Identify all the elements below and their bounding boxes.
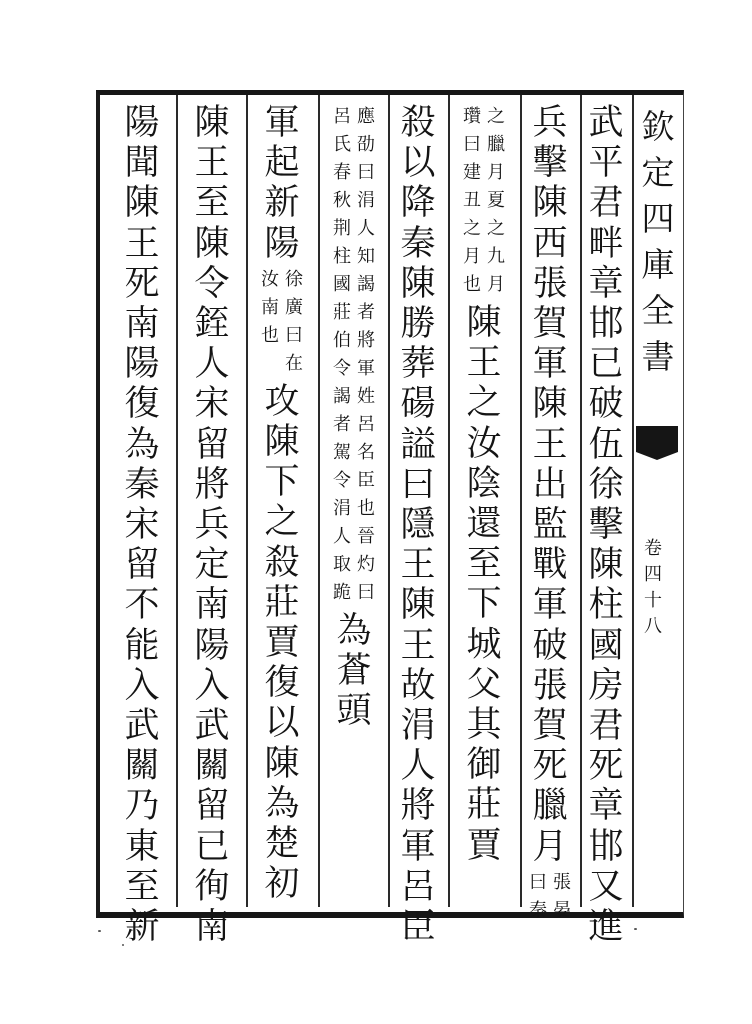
text-char: 死 <box>124 263 160 304</box>
text-char: 房 <box>588 665 624 706</box>
text-char: 國 <box>588 625 624 666</box>
text-char: 曰 <box>400 464 436 505</box>
text-char: 不 <box>124 585 160 626</box>
scan-speck <box>634 928 637 930</box>
commentary-note <box>258 266 306 378</box>
note-line: 呂 氏 春 秋 荆 柱 國 莊 伯 令 謁 者 駕 令 涓 人 取 跪 <box>333 106 351 603</box>
text-char: 為 <box>124 424 160 465</box>
text-char: 入 <box>124 665 160 706</box>
text-char: 為 <box>336 611 372 651</box>
column-rule <box>176 95 178 907</box>
text-char: 陳 <box>124 183 160 224</box>
text-column <box>260 382 304 905</box>
text-char: 陳 <box>194 103 230 143</box>
text-char: 城 <box>466 624 502 665</box>
text-char: 君 <box>588 706 624 747</box>
text-char: 謚 <box>400 424 436 465</box>
text-char: 邯 <box>588 826 624 867</box>
scan-speck <box>98 930 101 932</box>
text-char: 章 <box>588 263 624 304</box>
text-char: 以 <box>400 143 436 184</box>
text-char: 王 <box>400 545 436 586</box>
text-char: 賀 <box>532 706 568 747</box>
text-column <box>528 103 572 867</box>
text-column <box>190 103 234 947</box>
text-char: 已 <box>588 344 624 385</box>
text-char: 君 <box>588 183 624 224</box>
text-char: 陳 <box>194 223 230 264</box>
text-char: 臣 <box>400 907 436 948</box>
commentary-note <box>460 103 508 299</box>
column-rule <box>448 95 450 907</box>
title-char: 欽 <box>641 107 675 146</box>
text-char: 戰 <box>532 545 568 586</box>
text-char: 其 <box>466 705 502 746</box>
text-char: 徐 <box>588 464 624 505</box>
text-char: 御 <box>466 745 502 786</box>
text-char: 軍 <box>532 344 568 385</box>
text-char: 能 <box>124 625 160 666</box>
text-char: 王 <box>194 143 230 184</box>
text-char: 賈 <box>264 623 300 664</box>
text-char: 至 <box>194 183 230 224</box>
text-char: 定 <box>194 545 230 586</box>
title-char: 書 <box>641 337 675 376</box>
text-char: 將 <box>194 464 230 505</box>
text-char: 蒼 <box>336 651 372 692</box>
text-char: 東 <box>124 826 160 867</box>
volume-char: 八 <box>644 616 662 637</box>
text-char: 復 <box>264 663 300 704</box>
text-char: 武 <box>588 103 624 143</box>
text-char: 碭 <box>400 384 436 425</box>
text-char: 父 <box>466 664 502 705</box>
text-char: 又 <box>588 866 624 907</box>
text-char: 還 <box>466 504 502 545</box>
text-char: 王 <box>466 343 502 384</box>
text-char: 令 <box>194 263 230 304</box>
text-char: 邯 <box>588 304 624 345</box>
text-char: 陳 <box>466 303 502 343</box>
text-char: 秦 <box>124 464 160 505</box>
text-char: 伍 <box>588 424 624 465</box>
text-column <box>462 303 506 866</box>
note-line: 汝 南 也 <box>261 268 279 346</box>
volume-char: 卷 <box>644 538 662 559</box>
column-rule <box>580 95 582 907</box>
volume-number <box>644 536 662 640</box>
commentary-note <box>526 869 574 925</box>
text-char: 武 <box>124 706 160 747</box>
text-char: 涓 <box>400 706 436 747</box>
text-char: 莊 <box>264 582 300 623</box>
text-char: 王 <box>400 625 436 666</box>
text-char: 南 <box>194 907 230 948</box>
text-char: 陽 <box>124 344 160 385</box>
text-char: 故 <box>400 665 436 706</box>
text-char: 隱 <box>400 505 436 546</box>
text-char: 為 <box>264 783 300 824</box>
text-char: 南 <box>194 585 230 626</box>
text-char: 呂 <box>400 866 436 907</box>
text-char: 南 <box>124 304 160 345</box>
text-char: 關 <box>124 746 160 787</box>
text-char: 陽 <box>124 103 160 143</box>
text-char: 下 <box>466 584 502 625</box>
text-char: 擊 <box>532 143 568 184</box>
text-char: 王 <box>124 223 160 264</box>
text-char: 勝 <box>400 304 436 345</box>
text-char: 關 <box>194 746 230 787</box>
text-column <box>260 103 304 264</box>
title-char: 全 <box>641 291 675 330</box>
text-char: 以 <box>264 703 300 744</box>
text-char: 臘 <box>532 786 568 827</box>
text-char: 張 <box>532 665 568 706</box>
text-column <box>396 103 440 947</box>
text-char: 破 <box>588 384 624 425</box>
text-char: 軍 <box>400 826 436 867</box>
text-char: 降 <box>400 183 436 224</box>
title-char: 庫 <box>641 245 675 284</box>
text-column <box>120 103 164 947</box>
text-char: 起 <box>264 143 300 184</box>
text-char: 死 <box>532 746 568 787</box>
text-char: 已 <box>194 826 230 867</box>
text-char: 陳 <box>532 183 568 224</box>
text-char: 莊 <box>466 785 502 826</box>
book-title <box>638 104 678 380</box>
column-rule <box>388 95 390 907</box>
text-char: 新 <box>264 183 300 224</box>
title-char: 四 <box>641 199 675 238</box>
text-char: 陳 <box>588 545 624 586</box>
text-char: 出 <box>532 464 568 505</box>
note-line: 之 臘 月 夏 之 九 月 <box>487 106 505 295</box>
text-char: 殺 <box>264 542 300 583</box>
text-char: 破 <box>532 625 568 666</box>
text-char: 陽 <box>194 625 230 666</box>
text-char: 頭 <box>336 691 372 732</box>
text-char: 柱 <box>588 585 624 626</box>
volume-char: 四 <box>644 564 662 585</box>
text-char: 人 <box>400 746 436 787</box>
text-column <box>332 611 376 732</box>
text-char: 陳 <box>400 263 436 304</box>
text-char: 張 <box>532 263 568 304</box>
note-line: 張 晏 <box>553 871 571 921</box>
text-char: 賀 <box>532 304 568 345</box>
text-char: 西 <box>532 223 568 264</box>
text-char: 陳 <box>264 743 300 784</box>
title-char: 定 <box>641 153 675 192</box>
text-char: 乃 <box>124 786 160 827</box>
commentary-note <box>330 103 378 607</box>
text-char: 死 <box>588 746 624 787</box>
text-char: 軍 <box>264 103 300 143</box>
text-char: 之 <box>264 502 300 543</box>
text-char: 人 <box>194 344 230 385</box>
text-char: 秦 <box>400 223 436 264</box>
text-char: 進 <box>588 907 624 948</box>
text-char: 葬 <box>400 344 436 385</box>
column-rule <box>520 95 522 907</box>
text-char: 兵 <box>532 103 568 143</box>
margin-label <box>632 96 682 916</box>
text-char: 至 <box>466 544 502 585</box>
column-rule <box>318 95 320 907</box>
text-char: 陰 <box>466 463 502 504</box>
text-char: 月 <box>532 826 568 867</box>
text-char: 陽 <box>264 223 300 264</box>
text-char: 之 <box>466 383 502 424</box>
text-char: 下 <box>264 462 300 503</box>
text-char: 留 <box>124 545 160 586</box>
text-char: 賈 <box>466 825 502 866</box>
text-char: 汝 <box>466 423 502 464</box>
text-char: 楚 <box>264 824 300 865</box>
text-char: 徇 <box>194 866 230 907</box>
text-char: 平 <box>588 143 624 184</box>
text-char: 陳 <box>400 585 436 626</box>
note-line: 瓚 曰 建 丑 之 月 也 <box>463 106 481 295</box>
scan-speck <box>122 944 124 946</box>
text-char: 復 <box>124 384 160 425</box>
text-char: 畔 <box>588 223 624 264</box>
text-char: 宋 <box>194 384 230 425</box>
text-char: 留 <box>194 424 230 465</box>
note-line: 曰 秦 <box>529 871 547 921</box>
text-char: 聞 <box>124 143 160 184</box>
text-char: 監 <box>532 505 568 546</box>
text-char: 留 <box>194 786 230 827</box>
note-line: 徐 廣 曰 在 <box>285 268 303 374</box>
text-char: 入 <box>194 665 230 706</box>
text-char: 武 <box>194 706 230 747</box>
text-char: 新 <box>124 907 160 948</box>
fish-tail-mark <box>636 426 678 452</box>
text-char: 陳 <box>264 422 300 462</box>
text-char: 軍 <box>532 585 568 626</box>
text-char: 初 <box>264 864 300 905</box>
text-char: 章 <box>588 786 624 827</box>
text-char: 宋 <box>124 505 160 546</box>
note-line: 應 劭 曰 涓 人 知 謁 者 將 軍 姓 呂 名 臣 也 晉 灼 曰 <box>357 106 375 603</box>
column-rule <box>246 95 248 907</box>
volume-char: 十 <box>644 590 662 611</box>
text-char: 殺 <box>400 103 436 143</box>
text-char: 兵 <box>194 505 230 546</box>
text-char: 攻 <box>264 381 300 422</box>
text-column <box>584 103 628 947</box>
text-char: 陳 <box>532 384 568 425</box>
text-char: 至 <box>124 866 160 907</box>
text-char: 銍 <box>194 304 230 345</box>
text-char: 將 <box>400 786 436 827</box>
text-char: 王 <box>532 424 568 465</box>
text-char: 擊 <box>588 505 624 546</box>
